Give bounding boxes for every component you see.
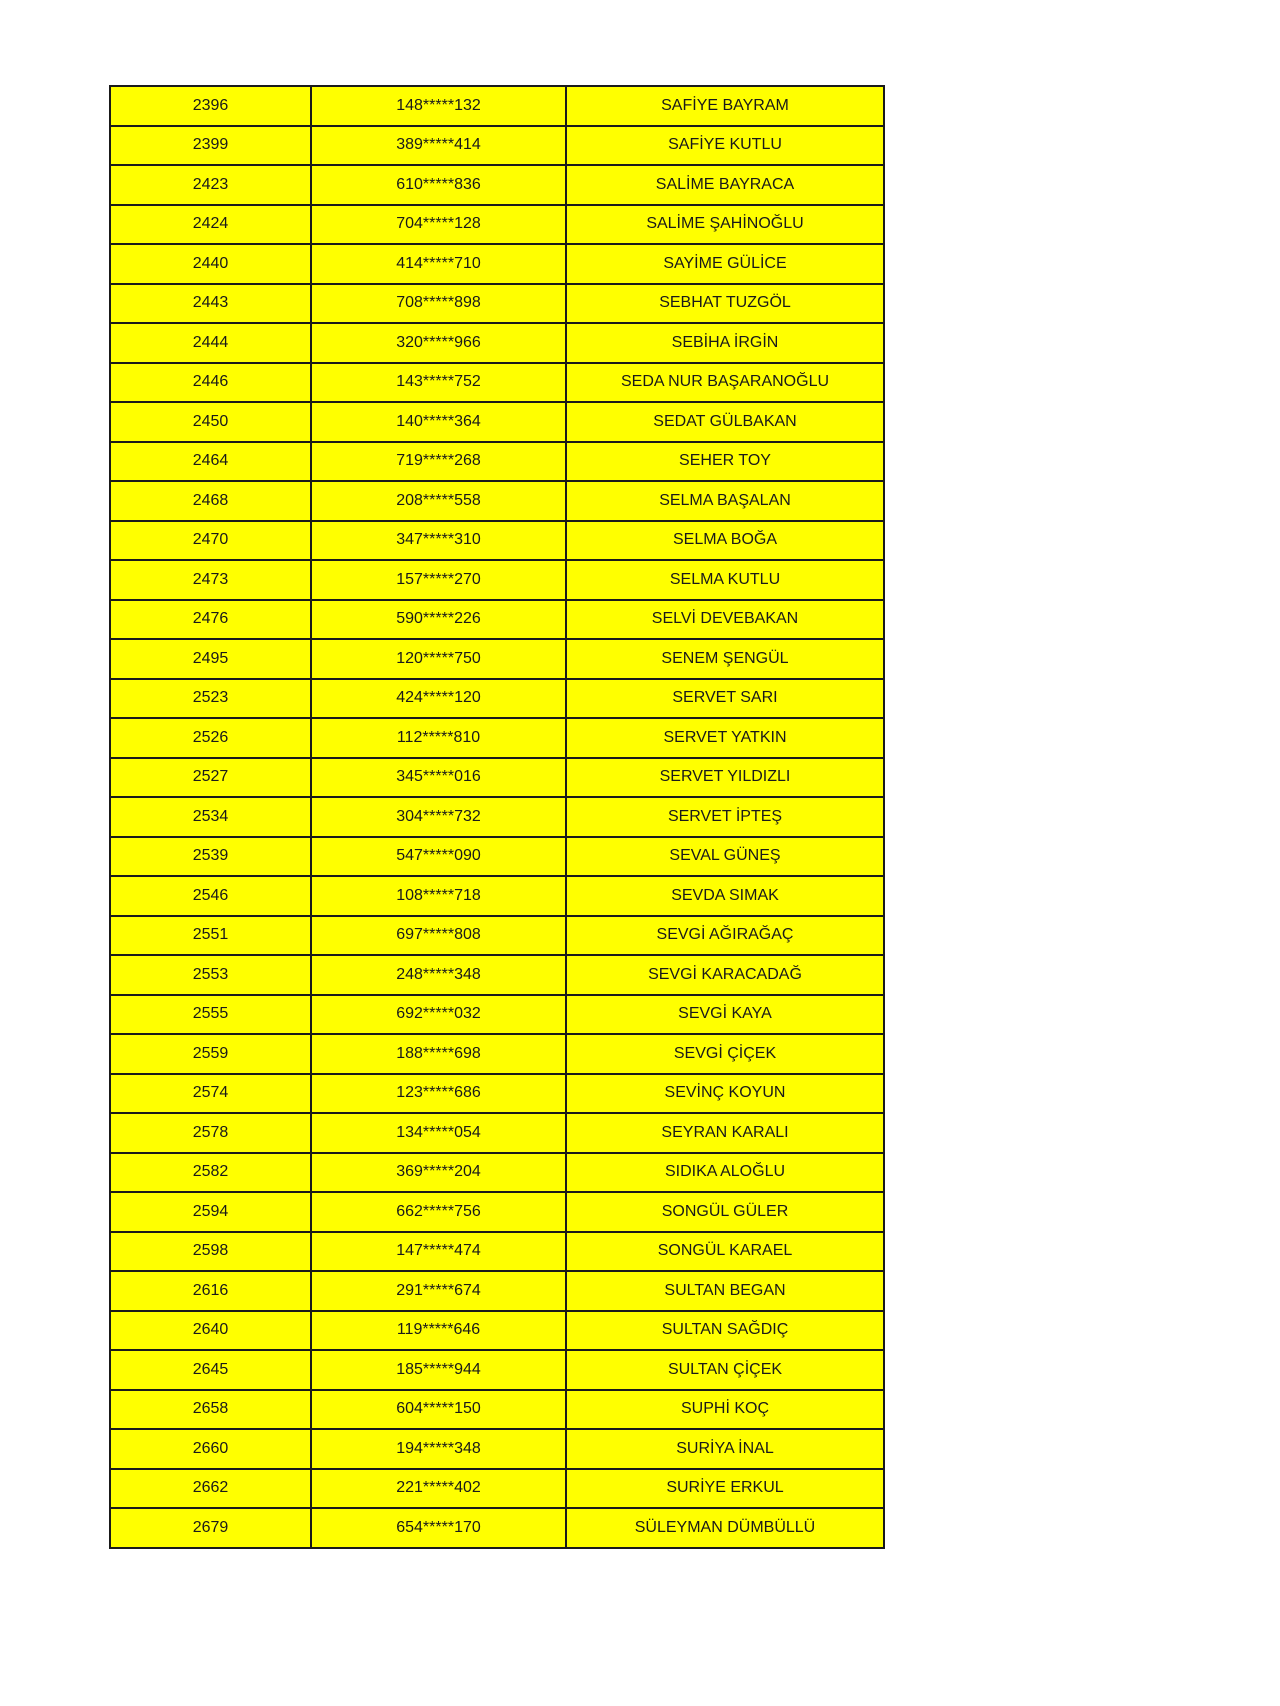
table-row	[110, 1192, 884, 1232]
table-row	[110, 323, 884, 363]
row-number-cell: 2594	[110, 1192, 311, 1232]
table-row	[110, 1311, 884, 1351]
table-row	[110, 876, 884, 916]
full-name-cell: SEDAT GÜLBAKAN	[566, 402, 884, 442]
masked-id-cell: 185*****944	[311, 1350, 566, 1390]
row-number-cell: 2424	[110, 205, 311, 245]
row-number-cell: 2473	[110, 560, 311, 600]
full-name-cell: SEVGİ KAYA	[566, 995, 884, 1035]
row-number-cell: 2546	[110, 876, 311, 916]
full-name-cell: SEVGİ KARACADAĞ	[566, 955, 884, 995]
row-number-cell: 2534	[110, 797, 311, 837]
table-row	[110, 1113, 884, 1153]
masked-id-cell: 194*****348	[311, 1429, 566, 1469]
row-number-cell: 2553	[110, 955, 311, 995]
table-row	[110, 205, 884, 245]
table-row	[110, 363, 884, 403]
row-number-cell: 2574	[110, 1074, 311, 1114]
masked-id-cell: 704*****128	[311, 205, 566, 245]
row-number-cell: 2645	[110, 1350, 311, 1390]
table-row	[110, 1074, 884, 1114]
row-number-cell: 2423	[110, 165, 311, 205]
masked-id-cell: 108*****718	[311, 876, 566, 916]
masked-id-cell: 208*****558	[311, 481, 566, 521]
row-number-cell: 2468	[110, 481, 311, 521]
full-name-cell: SERVET YILDIZLI	[566, 758, 884, 798]
full-name-cell: SELMA BAŞALAN	[566, 481, 884, 521]
row-number-cell: 2396	[110, 86, 311, 126]
full-name-cell: SIDIKA ALOĞLU	[566, 1153, 884, 1193]
full-name-cell: SEVİNÇ KOYUN	[566, 1074, 884, 1114]
masked-id-cell: 697*****808	[311, 916, 566, 956]
table-row	[110, 284, 884, 324]
masked-id-cell: 692*****032	[311, 995, 566, 1035]
table-row	[110, 244, 884, 284]
table-row	[110, 758, 884, 798]
masked-id-cell: 320*****966	[311, 323, 566, 363]
full-name-cell: SUPHİ KOÇ	[566, 1390, 884, 1430]
row-number-cell: 2527	[110, 758, 311, 798]
row-number-cell: 2446	[110, 363, 311, 403]
full-name-cell: SEVAL GÜNEŞ	[566, 837, 884, 877]
row-number-cell: 2450	[110, 402, 311, 442]
table-row	[110, 955, 884, 995]
table-row	[110, 1390, 884, 1430]
full-name-cell: SAFİYE BAYRAM	[566, 86, 884, 126]
full-name-cell: SEYRAN KARALI	[566, 1113, 884, 1153]
masked-id-cell: 148*****132	[311, 86, 566, 126]
row-number-cell: 2464	[110, 442, 311, 482]
table-row	[110, 442, 884, 482]
table-row	[110, 837, 884, 877]
row-number-cell: 2578	[110, 1113, 311, 1153]
masked-id-cell: 248*****348	[311, 955, 566, 995]
table-row	[110, 718, 884, 758]
table-row	[110, 481, 884, 521]
full-name-cell: SAFİYE KUTLU	[566, 126, 884, 166]
row-number-cell: 2551	[110, 916, 311, 956]
full-name-cell: SEVGİ ÇİÇEK	[566, 1034, 884, 1074]
table-row	[110, 679, 884, 719]
full-name-cell: SULTAN SAĞDIÇ	[566, 1311, 884, 1351]
full-name-cell: SEVGİ AĞIRAĞAÇ	[566, 916, 884, 956]
table-row	[110, 1508, 884, 1548]
row-number-cell: 2440	[110, 244, 311, 284]
row-number-cell: 2523	[110, 679, 311, 719]
table-row	[110, 797, 884, 837]
masked-id-cell: 147*****474	[311, 1232, 566, 1272]
masked-id-cell: 604*****150	[311, 1390, 566, 1430]
table-row	[110, 126, 884, 166]
masked-id-cell: 119*****646	[311, 1311, 566, 1351]
masked-id-cell: 123*****686	[311, 1074, 566, 1114]
masked-id-cell: 547*****090	[311, 837, 566, 877]
masked-id-cell: 719*****268	[311, 442, 566, 482]
masked-id-cell: 345*****016	[311, 758, 566, 798]
table-row	[110, 521, 884, 561]
full-name-cell: SULTAN ÇİÇEK	[566, 1350, 884, 1390]
full-name-cell: SALİME ŞAHİNOĞLU	[566, 205, 884, 245]
row-number-cell: 2616	[110, 1271, 311, 1311]
full-name-cell: SURİYA İNAL	[566, 1429, 884, 1469]
masked-id-cell: 157*****270	[311, 560, 566, 600]
full-name-cell: SURİYE ERKUL	[566, 1469, 884, 1509]
masked-id-cell: 662*****756	[311, 1192, 566, 1232]
masked-id-cell: 610*****836	[311, 165, 566, 205]
table-row	[110, 402, 884, 442]
row-number-cell: 2399	[110, 126, 311, 166]
row-number-cell: 2555	[110, 995, 311, 1035]
table-row	[110, 995, 884, 1035]
row-number-cell: 2526	[110, 718, 311, 758]
full-name-cell: SEBİHA İRGİN	[566, 323, 884, 363]
row-number-cell: 2470	[110, 521, 311, 561]
full-name-cell: SAYİME GÜLİCE	[566, 244, 884, 284]
full-name-cell: SENEM ŞENGÜL	[566, 639, 884, 679]
masked-id-cell: 414*****710	[311, 244, 566, 284]
full-name-cell: SERVET İPTEŞ	[566, 797, 884, 837]
row-number-cell: 2443	[110, 284, 311, 324]
table-row	[110, 1232, 884, 1272]
row-number-cell: 2495	[110, 639, 311, 679]
row-number-cell: 2476	[110, 600, 311, 640]
full-name-cell: SULTAN BEGAN	[566, 1271, 884, 1311]
row-number-cell: 2598	[110, 1232, 311, 1272]
table-row	[110, 560, 884, 600]
full-name-cell: SERVET SARI	[566, 679, 884, 719]
masked-id-cell: 347*****310	[311, 521, 566, 561]
masked-id-cell: 221*****402	[311, 1469, 566, 1509]
full-name-cell: SONGÜL GÜLER	[566, 1192, 884, 1232]
table-row	[110, 165, 884, 205]
table-row	[110, 86, 884, 126]
full-name-cell: SEDA NUR BAŞARANOĞLU	[566, 363, 884, 403]
table-row	[110, 639, 884, 679]
row-number-cell: 2559	[110, 1034, 311, 1074]
row-number-cell: 2679	[110, 1508, 311, 1548]
table-row	[110, 600, 884, 640]
row-number-cell: 2640	[110, 1311, 311, 1351]
masked-id-cell: 304*****732	[311, 797, 566, 837]
row-number-cell: 2658	[110, 1390, 311, 1430]
full-name-cell: SEVDA SIMAK	[566, 876, 884, 916]
masked-id-cell: 112*****810	[311, 718, 566, 758]
masked-id-cell: 369*****204	[311, 1153, 566, 1193]
table-body	[110, 86, 884, 1548]
table-row	[110, 1153, 884, 1193]
masked-id-cell: 143*****752	[311, 363, 566, 403]
full-name-cell: SERVET YATKIN	[566, 718, 884, 758]
table-row	[110, 1469, 884, 1509]
full-name-cell: SELVİ DEVEBAKAN	[566, 600, 884, 640]
row-number-cell: 2539	[110, 837, 311, 877]
name-list-table	[109, 85, 885, 1549]
masked-id-cell: 291*****674	[311, 1271, 566, 1311]
masked-id-cell: 590*****226	[311, 600, 566, 640]
full-name-cell: SEBHAT TUZGÖL	[566, 284, 884, 324]
masked-id-cell: 424*****120	[311, 679, 566, 719]
masked-id-cell: 389*****414	[311, 126, 566, 166]
table-row	[110, 1271, 884, 1311]
name-list-sheet	[109, 85, 883, 1549]
masked-id-cell: 134*****054	[311, 1113, 566, 1153]
full-name-cell: SELMA KUTLU	[566, 560, 884, 600]
masked-id-cell: 140*****364	[311, 402, 566, 442]
table-row	[110, 916, 884, 956]
full-name-cell: SÜLEYMAN DÜMBÜLLÜ	[566, 1508, 884, 1548]
masked-id-cell: 120*****750	[311, 639, 566, 679]
row-number-cell: 2660	[110, 1429, 311, 1469]
table-row	[110, 1350, 884, 1390]
masked-id-cell: 188*****698	[311, 1034, 566, 1074]
masked-id-cell: 708*****898	[311, 284, 566, 324]
table-row	[110, 1429, 884, 1469]
table-row	[110, 1034, 884, 1074]
full-name-cell: SELMA BOĞA	[566, 521, 884, 561]
full-name-cell: SEHER TOY	[566, 442, 884, 482]
row-number-cell: 2662	[110, 1469, 311, 1509]
row-number-cell: 2444	[110, 323, 311, 363]
full-name-cell: SALİME BAYRACA	[566, 165, 884, 205]
row-number-cell: 2582	[110, 1153, 311, 1193]
full-name-cell: SONGÜL KARAEL	[566, 1232, 884, 1272]
masked-id-cell: 654*****170	[311, 1508, 566, 1548]
